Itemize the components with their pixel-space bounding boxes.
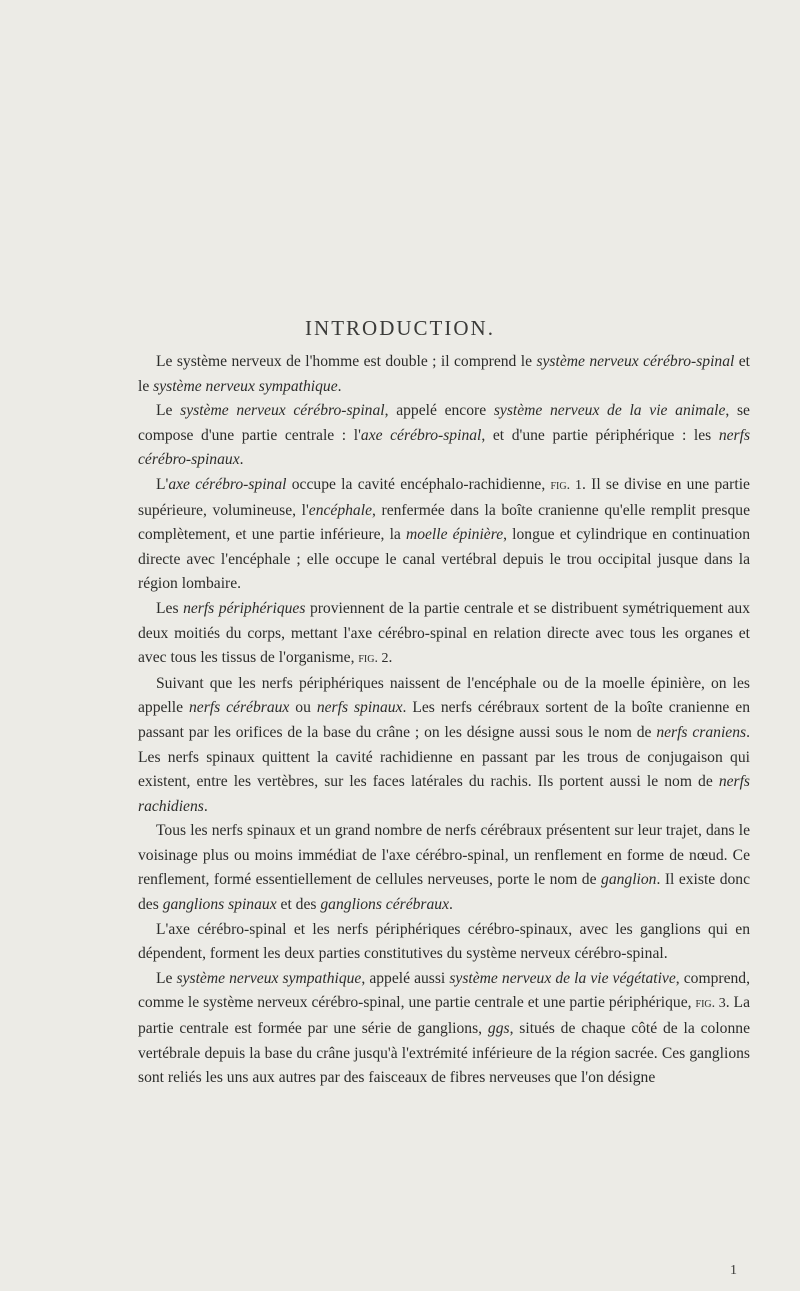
italic-term: encéphale xyxy=(308,501,372,519)
text-run: . xyxy=(239,451,244,469)
italic-term: axe cérébro-spinal xyxy=(360,426,482,444)
italic-term: système nerveux cérébro-spinal xyxy=(180,402,385,420)
text-run: . La partie centrale est formée par une série de ganglions, xyxy=(138,994,751,1038)
italic-term: nerfs cérébraux xyxy=(188,699,290,717)
italic-term: nerfs craniens xyxy=(656,723,747,741)
text-run: , longue et cylindrique en continuation directe avec l'encéphale ; elle occupe le canal vertébral depuis le trou occipital jusque dans la région lombaire. xyxy=(138,526,750,593)
text-run: Les xyxy=(156,599,184,617)
text-run: Le xyxy=(156,969,177,987)
figure-reference: fig. 2 xyxy=(358,651,389,667)
paragraph xyxy=(138,819,750,917)
text-run: , comprend, comme le système nerveux cérébro-spinal, une partie centrale et une partie périphérique, xyxy=(138,969,750,1012)
text-run: L' xyxy=(156,475,169,493)
italic-term: ganglions spinaux xyxy=(162,896,277,914)
paragraph xyxy=(138,672,750,820)
text-run: . xyxy=(449,896,453,914)
italic-term: nerfs cérébro-spinaux xyxy=(138,426,751,469)
paragraph xyxy=(138,399,750,473)
paragraph xyxy=(138,967,750,1091)
italic-term: nerfs périphériques xyxy=(183,599,306,617)
text-run: . Il existe donc des xyxy=(138,871,750,914)
paragraph xyxy=(138,473,750,597)
italic-term: ggs xyxy=(487,1020,510,1038)
body-text xyxy=(138,350,750,1091)
italic-term: système nerveux sympathique xyxy=(176,969,362,987)
text-run: Le système nerveux de l'homme est double ; il comprend le xyxy=(156,353,537,370)
text-run: , se compose d'une partie centrale : l' xyxy=(138,402,750,444)
page-title: INTRODUCTION. xyxy=(305,316,495,340)
italic-term: moelle épinière xyxy=(405,526,504,544)
text-run: ou xyxy=(289,699,317,717)
text-run: , situés de chaque côté de la colonne vertébrale depuis la base du crâne jusqu'à l'extrémité inférieure de la région sacrée. Ces ganglions sont reliés les uns aux autres par des faisceaux de fibres nerveuses que l'on désigne xyxy=(138,1020,750,1087)
text-run: . Les nerfs cérébraux sortent de la boîte cranienne en passant par les orifices de la base du crâne ; on les désigne aussi sous le nom de xyxy=(138,699,751,741)
text-run: et des xyxy=(276,896,321,914)
figure-reference: fig. 1 xyxy=(550,477,582,493)
italic-term: système nerveux de la vie animale xyxy=(493,402,726,420)
text-run: . xyxy=(337,377,342,395)
text-run: , appelé encore xyxy=(384,402,494,420)
italic-term: ganglions cérébraux xyxy=(320,896,450,914)
italic-term: ganglion xyxy=(601,871,657,889)
italic-term: axe cérébro-spinal xyxy=(168,475,287,493)
italic-term: système nerveux cérébro-spinal xyxy=(536,353,735,370)
italic-term: nerfs spinaux xyxy=(316,699,403,717)
text-run: L'axe cérébro-spinal et les nerfs périphériques cérébro-spinaux, avec les ganglions qui en dépendent, forment les deux parties constitutives du système nerveux cérébro-spinal. xyxy=(138,920,750,963)
text-run: . xyxy=(203,797,208,815)
text-run: Le xyxy=(156,402,181,420)
italic-term: système nerveux de la vie végétative xyxy=(449,969,676,987)
italic-term: système nerveux sympathique xyxy=(153,377,338,395)
paragraph xyxy=(138,350,750,399)
text-run: . Les nerfs spinaux quittent la cavité rachidienne en passant par les trous de conjugaison qui existent, entre les vertèbres, sur les faces latérales du rachis. Ils portent aussi le nom de xyxy=(138,723,750,791)
text-run: occupe la cavité encéphalo-rachidienne, xyxy=(286,475,551,493)
paragraph xyxy=(138,597,750,672)
text-run: proviennent de la partie centrale et se distribuent symétriquement aux deux moitiés du corps, mettant l'axe cérébro-spinal en relation directe avec tous les organes et avec tous les tissus de l'organisme, xyxy=(138,599,750,667)
figure-reference: fig. 3 xyxy=(695,996,726,1012)
text-run: , renfermée dans la boîte cranienne qu'elle remplit presque complètement, et une partie inférieure, la xyxy=(138,501,750,544)
text-run: . xyxy=(388,649,393,667)
page-number: 1 xyxy=(730,1263,737,1278)
text-run: et le xyxy=(138,353,751,395)
italic-term: nerfs rachidiens xyxy=(138,773,750,815)
text-run: Tous les nerfs spinaux et un grand nombre de nerfs cérébraux présentent sur leur trajet, dans le voisinage plus ou moins immédiat de l'axe cérébro-spinal, un renflement en forme de nœud. Ce renflement, formé essentiellement de cellules nerveuses, porte le nom de xyxy=(138,822,750,889)
text-run: . Il se divise en une partie supérieure, volumineuse, l' xyxy=(138,475,750,519)
text-run: , et d'une partie périphérique : les xyxy=(481,426,719,444)
text-run: Suivant que les nerfs périphériques naissent de l'encéphale ou de la moelle épinière, on les appelle xyxy=(138,674,750,717)
text-run: , appelé aussi xyxy=(361,969,450,987)
paragraph xyxy=(138,918,750,967)
